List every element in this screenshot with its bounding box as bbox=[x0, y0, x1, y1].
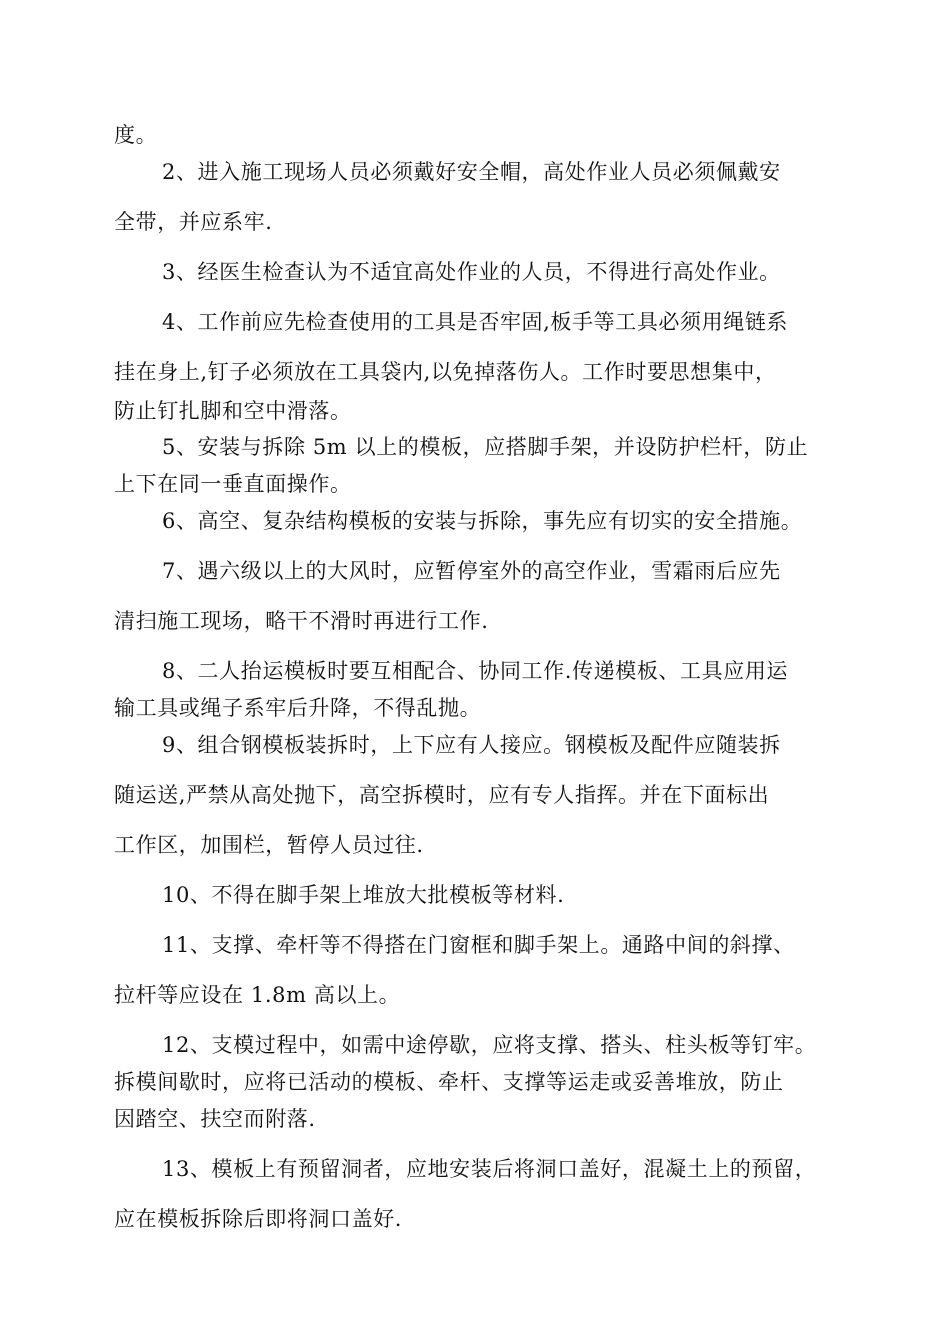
text-line: 10、不得在脚手架上堆放大批模板等材料. bbox=[162, 883, 565, 907]
text-line: 工作区，加围栏，暂停人员过往. bbox=[114, 833, 424, 857]
text-line: 11、支撑、牵杆等不得搭在门窗框和脚手架上。通路中间的斜撑、 bbox=[162, 933, 795, 957]
text-line: 度。 bbox=[114, 123, 158, 147]
text-line: 4、工作前应先检查使用的工具是否牢固,板手等工具必须用绳链系 bbox=[162, 310, 789, 334]
text-line: 因踏空、扶空而附落. bbox=[114, 1107, 316, 1131]
text-line: 拉杆等应设在 1.8m 高以上。 bbox=[114, 983, 401, 1007]
text-line: 3、经医生检查认为不适宜高处作业的人员，不得进行高处作业。 bbox=[162, 260, 781, 284]
text-line: 应在模板拆除后即将洞口盖好. bbox=[114, 1207, 403, 1231]
text-line: 上下在同一垂直面操作。 bbox=[114, 472, 352, 496]
text-line: 全带，并应系牢. bbox=[114, 210, 273, 234]
text-line: 输工具或绳子系牢后升降，不得乱抛。 bbox=[114, 696, 482, 720]
text-line: 6、高空、复杂结构模板的安装与拆除，事先应有切实的安全措施。 bbox=[162, 509, 803, 533]
text-line: 7、遇六级以上的大风时，应暂停室外的高空作业，雪霜雨后应先 bbox=[162, 559, 781, 583]
text-line: 13、模板上有预留洞者，应地安装后将洞口盖好，混凝土上的预留， bbox=[162, 1157, 817, 1181]
text-line: 挂在身上,钉子必须放在工具袋内,以免掉落伤人。工作时要思想集中， bbox=[114, 360, 777, 384]
text-line: 8、二人抬运模板时要互相配合、协同工作.传递模板、工具应用运 bbox=[162, 659, 789, 683]
text-line: 5、安装与拆除 5m 以上的模板，应搭脚手架，并设防护栏杆，防止 bbox=[162, 435, 809, 459]
text-line: 12、支模过程中，如需中途停歇，应将支撑、搭头、柱头板等钉牢。 bbox=[162, 1033, 817, 1057]
text-line: 防止钉扎脚和空中滑落。 bbox=[114, 399, 352, 423]
text-line: 9、组合钢模板装拆时，上下应有人接应。钢模板及配件应随装拆 bbox=[162, 733, 781, 757]
text-line: 拆模间歇时，应将已活动的模板、牵杆、支撑等运走或妥善堆放，防止 bbox=[114, 1070, 784, 1094]
text-line: 2、进入施工现场人员必须戴好安全帽，高处作业人员必须佩戴安 bbox=[162, 160, 781, 184]
text-line: 随运送,严禁从高处抛下，高空拆模时，应有专人指挥。并在下面标出 bbox=[114, 783, 770, 807]
text-line: 清扫施工现场，略干不滑时再进行工作. bbox=[114, 609, 489, 633]
